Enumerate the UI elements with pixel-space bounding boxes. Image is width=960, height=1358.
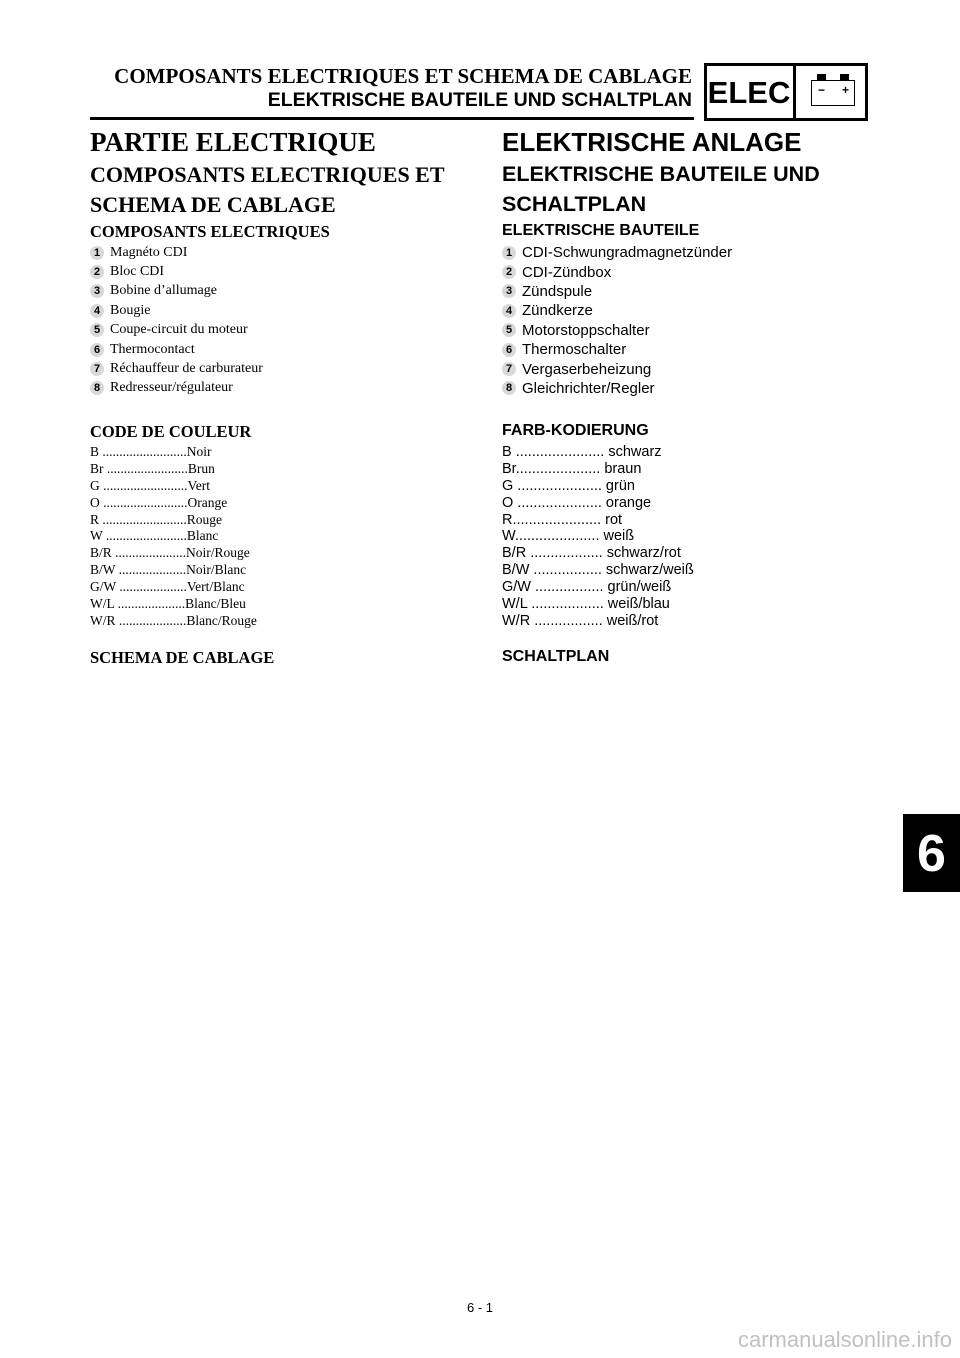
component-label: Zündspule <box>522 282 593 300</box>
components-title-fr: COMPOSANTS ELECTRIQUES <box>90 222 330 241</box>
wiring-title-de: SCHALTPLAN <box>502 648 610 665</box>
subsection-title-fr-line2: SCHEMA DE CABLAGE <box>90 192 336 217</box>
color-code-item: G ..................... grün <box>502 477 635 494</box>
component-label: Motorstoppschalter <box>522 321 650 339</box>
color-code-item: W/L .................. weiß/blau <box>502 596 670 613</box>
elec-badge-label: ELEC <box>707 75 791 110</box>
color-code-item: O ..................... orange <box>502 494 652 511</box>
item-number-badge: 7 <box>502 362 516 376</box>
item-number-badge: 3 <box>502 284 516 298</box>
color-code-item: B .........................Noir <box>90 444 212 459</box>
component-item <box>90 301 263 320</box>
subsection-title-fr-line1: COMPOSANTS ELECTRIQUES ET <box>90 162 445 187</box>
badge-divider <box>793 66 796 118</box>
section-title-de: ELEKTRISCHE ANLAGE <box>502 127 802 157</box>
component-item <box>90 243 263 262</box>
color-code-item: B/W ................. schwarz/weiß <box>502 562 694 579</box>
components-list-de <box>502 243 732 398</box>
color-code-title-de: FARB-KODIERUNG <box>502 422 649 439</box>
color-code-item: G .........................Vert <box>90 477 210 493</box>
color-code-item: G/W ....................Vert/Blanc <box>90 579 245 595</box>
subsection-title-de-line1: ELEKTRISCHE BAUTEILE UND <box>502 162 820 186</box>
battery-minus-sign: − <box>818 83 826 97</box>
item-number-badge: 2 <box>90 265 104 279</box>
component-item <box>502 321 732 340</box>
component-item <box>90 379 263 398</box>
color-code-item: W ........................Blanc <box>90 528 219 544</box>
components-title-de: ELEKTRISCHE BAUTEILE <box>502 222 700 239</box>
battery-plus-sign: + <box>841 83 849 97</box>
color-code-item: W/R ................. weiß/rot <box>502 612 659 629</box>
color-code-item: B/R .....................Noir/Rouge <box>90 545 250 561</box>
component-label: Thermocontact <box>110 341 195 357</box>
item-number-badge: 8 <box>502 381 516 395</box>
item-number-badge: 6 <box>502 343 516 357</box>
item-number-badge: 6 <box>90 343 104 357</box>
component-item <box>502 301 732 320</box>
color-code-item: Br..................... braun <box>502 460 642 477</box>
section-title-fr: PARTIE ELECTRIQUE <box>90 127 376 157</box>
color-code-item: O .........................Orange <box>90 494 228 510</box>
header-title-fr: COMPOSANTS ELECTRIQUES ET SCHEMA DE CABLAGE <box>114 64 692 88</box>
component-item <box>502 243 732 262</box>
component-label: Magnéto CDI <box>110 244 188 260</box>
component-item <box>90 282 263 301</box>
component-label: Zündkerze <box>522 302 593 320</box>
component-item <box>502 379 732 398</box>
item-number-badge: 5 <box>502 323 516 337</box>
component-item <box>90 359 263 378</box>
component-label: Réchauffeur de carburateur <box>110 361 263 377</box>
elec-badge <box>704 63 868 121</box>
color-code-item: B/R .................. schwarz/rot <box>502 545 681 562</box>
color-code-item: B ...................... schwarz <box>502 444 662 460</box>
component-label: Bobine d’allumage <box>110 283 217 299</box>
battery-terminal-negative <box>817 74 826 80</box>
component-label: Bloc CDI <box>110 264 165 280</box>
item-number-badge: 5 <box>90 323 104 337</box>
item-number-badge: 1 <box>502 246 516 260</box>
color-code-item: Br ........................Brun <box>90 460 215 476</box>
component-item <box>502 262 732 281</box>
item-number-badge: 4 <box>90 304 104 318</box>
components-list-fr <box>90 243 263 398</box>
color-code-list-de <box>502 444 694 630</box>
color-code-item: R .........................Rouge <box>90 511 223 527</box>
page-number: 6 - 1 <box>466 1300 493 1315</box>
component-label: CDI-Zündbox <box>522 263 612 281</box>
component-item <box>502 359 732 378</box>
component-item <box>90 340 263 359</box>
chapter-tab: 6 <box>903 814 960 892</box>
color-code-item: W/L ....................Blanc/Bleu <box>90 596 246 612</box>
item-number-badge: 8 <box>90 381 104 395</box>
item-number-badge: 4 <box>502 304 516 318</box>
subsection-title-de-line2: SCHALTPLAN <box>502 192 647 216</box>
color-code-list-fr <box>90 444 257 630</box>
color-code-item: R...................... rot <box>502 511 623 528</box>
component-item <box>90 321 263 340</box>
header-title-de: ELEKTRISCHE BAUTEILE UND SCHALTPLAN <box>267 89 692 111</box>
color-code-item: W/R ....................Blanc/Rouge <box>90 612 257 628</box>
item-number-badge: 2 <box>502 265 516 279</box>
component-label: Redresseur/régulateur <box>110 380 233 396</box>
component-label: Coupe-circuit du moteur <box>110 322 248 338</box>
component-item <box>90 262 263 281</box>
color-code-item: B/W ....................Noir/Blanc <box>90 562 247 578</box>
color-code-item: G/W ................. grün/weiß <box>502 579 672 596</box>
item-number-badge: 7 <box>90 362 104 376</box>
component-label: Thermoschalter <box>522 341 627 359</box>
component-label: Vergaserbeheizung <box>522 360 652 378</box>
component-item <box>502 282 732 301</box>
wiring-title-fr: SCHEMA DE CABLAGE <box>90 648 275 667</box>
color-code-title-fr: CODE DE COULEUR <box>90 422 252 441</box>
component-label: Gleichrichter/Regler <box>522 379 655 397</box>
item-number-badge: 1 <box>90 246 104 260</box>
component-label: Bougie <box>110 302 151 318</box>
battery-icon <box>811 80 855 106</box>
component-label: CDI-Schwungradmagnetzünder <box>522 244 733 262</box>
watermark: carmanualsonline.info <box>737 1327 952 1352</box>
header-rule <box>90 117 694 120</box>
component-item <box>502 340 732 359</box>
color-code-item: W..................... weiß <box>502 528 635 545</box>
battery-terminal-positive <box>840 74 849 80</box>
item-number-badge: 3 <box>90 284 104 298</box>
